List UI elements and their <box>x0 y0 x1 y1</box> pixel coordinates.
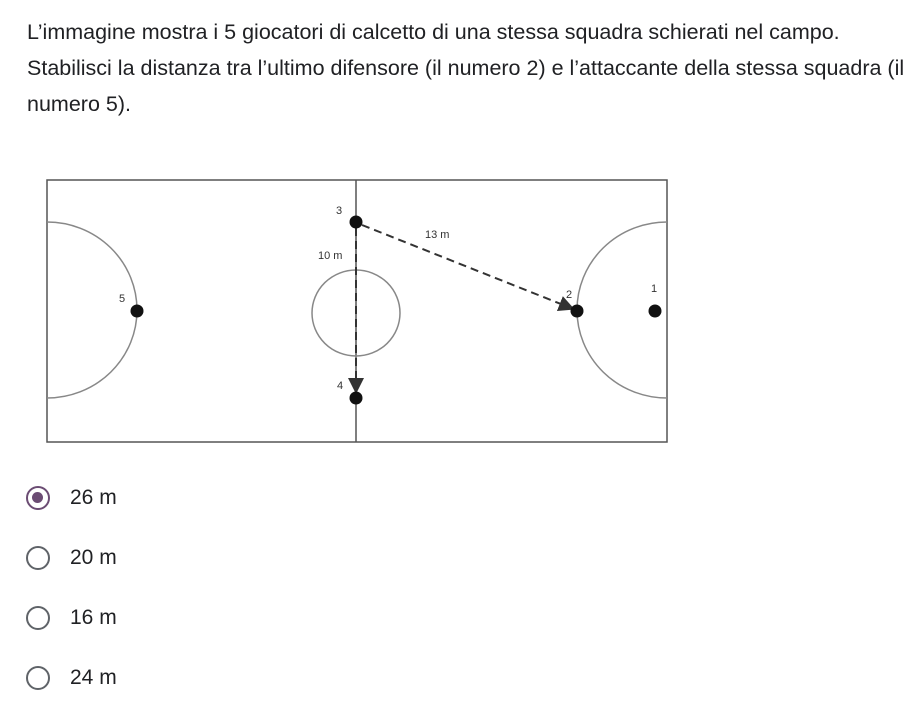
radio-icon[interactable] <box>26 666 50 690</box>
player-1 <box>649 305 662 318</box>
player-label-5: 5 <box>119 293 126 305</box>
option-16m[interactable] <box>26 598 117 638</box>
player-label-1: 1 <box>651 283 658 295</box>
radio-selected-icon[interactable] <box>26 486 50 510</box>
option-20m[interactable] <box>26 538 117 578</box>
option-label: 26 m <box>70 486 117 509</box>
radio-icon[interactable] <box>26 546 50 570</box>
distance-line-3-2 <box>362 225 571 308</box>
player-2 <box>571 305 584 318</box>
radio-icon[interactable] <box>26 606 50 630</box>
option-24m[interactable] <box>26 658 117 698</box>
left-penalty-area <box>47 222 137 398</box>
player-3 <box>350 216 363 229</box>
player-label-4: 4 <box>337 380 344 392</box>
option-label: 16 m <box>70 606 117 629</box>
player-5 <box>131 305 144 318</box>
player-label-3: 3 <box>336 205 343 217</box>
distance-label-10m: 10 m <box>318 250 343 262</box>
distance-label-13m: 13 m <box>425 229 450 241</box>
option-label: 24 m <box>70 666 117 689</box>
option-label: 20 m <box>70 546 117 569</box>
option-26m[interactable] <box>26 478 117 518</box>
player-4 <box>350 392 363 405</box>
question-text: L’immagine mostra i 5 giocatori di calcetto di una stessa squadra schierati nel campo. Stabilisci la distanza tra l’ultimo difensore (il numero 2) e l’attaccante della stessa squadra (il numero 5). <box>27 20 905 116</box>
player-label-2: 2 <box>566 289 573 301</box>
